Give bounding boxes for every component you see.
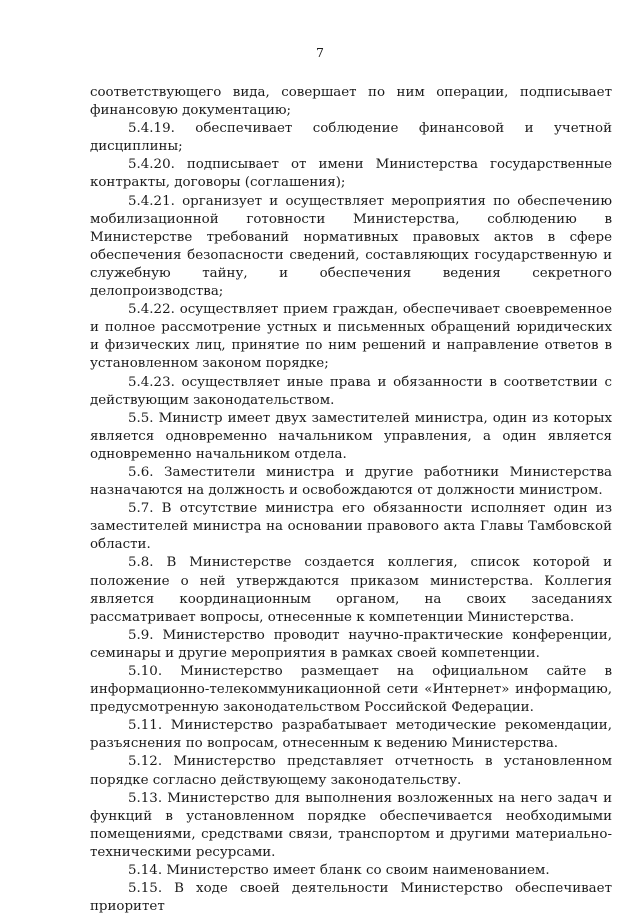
paragraph-5-4-21: 5.4.21. организует и осуществляет мероприятия по обеспечению мобилизационной готовности Министерства, соблюдению в Министерстве требований нормативных правовых актов в сфере обеспечения безопасности сведений, составляющих государственную и служебную тайну, и обеспечения ведения секретного делопроизводства; — [90, 193, 612, 300]
paragraph-5-4-19: 5.4.19. обеспечивает соблюдение финансовой и учетной дисциплины; — [90, 121, 612, 155]
paragraph-5-4-23: 5.4.23. осуществляет иные права и обязанности в соответствии с действующим законодательством. — [90, 374, 612, 408]
paragraph-5-5: 5.5. Министр имеет двух заместителей министра, один из которых является одновременно начальником управления, а один является одновременно начальником отдела. — [90, 410, 612, 462]
paragraph-5-7: 5.7. В отсутствие министра его обязанности исполняет один из заместителей министра на основании правового акта Главы Тамбовской области. — [90, 501, 612, 553]
paragraph-5-4-22: 5.4.22. осуществляет прием граждан, обеспечивает своевременное и полное рассмотрение устных и письменных обращений юридических и физических лиц, принятие по ним решений и направление ответов в установленном законом порядке; — [90, 302, 612, 372]
document-body — [90, 84, 612, 916]
page-number: 7 — [316, 45, 324, 60]
paragraph-5-9: 5.9. Министерство проводит научно-практические конференции, семинары и другие мероприятия в рамках своей компетенции. — [90, 627, 612, 661]
paragraph-5-11: 5.11. Министерство разрабатывает методические рекомендации, разъяснения по вопросам, отнесенным к ведению Министерства. — [90, 718, 612, 752]
paragraph-5-8: 5.8. В Министерстве создается коллегия, список которой и положение о ней утверждаются приказом министерства. Коллегия является координационным органом, на своих заседаниях рассматривает вопросы, отнесенные к компетенции Министерства. — [90, 555, 612, 625]
paragraph-5-4-20: 5.4.20. подписывает от имени Министерства государственные контракты, договоры (соглашения); — [90, 157, 612, 191]
paragraph-continuation: соответствующего вида, совершает по ним операции, подписывает финансовую документацию; — [90, 85, 612, 119]
paragraph-5-10: 5.10. Министерство размещает на официальном сайте в информационно-телекоммуникационной сети «Интернет» информацию, предусмотренную законодательством Российской Федерации. — [90, 664, 612, 716]
paragraph-5-12: 5.12. Министерство представляет отчетность в установленном порядке согласно действующему законодательству. — [90, 754, 612, 788]
paragraph-5-13: 5.13. Министерство для выполнения возложенных на него задач и функций в установленном порядке обеспечивается необходимыми помещениями, средствами связи, транспортом и другими материально-техническими ресурсами. — [90, 790, 612, 860]
paragraph-5-15: 5.15. В ходе своей деятельности Министерство обеспечивает приоритет — [90, 881, 612, 915]
paragraph-5-14: 5.14. Министерство имеет бланк со своим наименованием. — [128, 863, 550, 879]
paragraph-5-6: 5.6. Заместители министра и другие работники Министерства назначаются на должность и освобождаются от должности министром. — [90, 464, 612, 499]
